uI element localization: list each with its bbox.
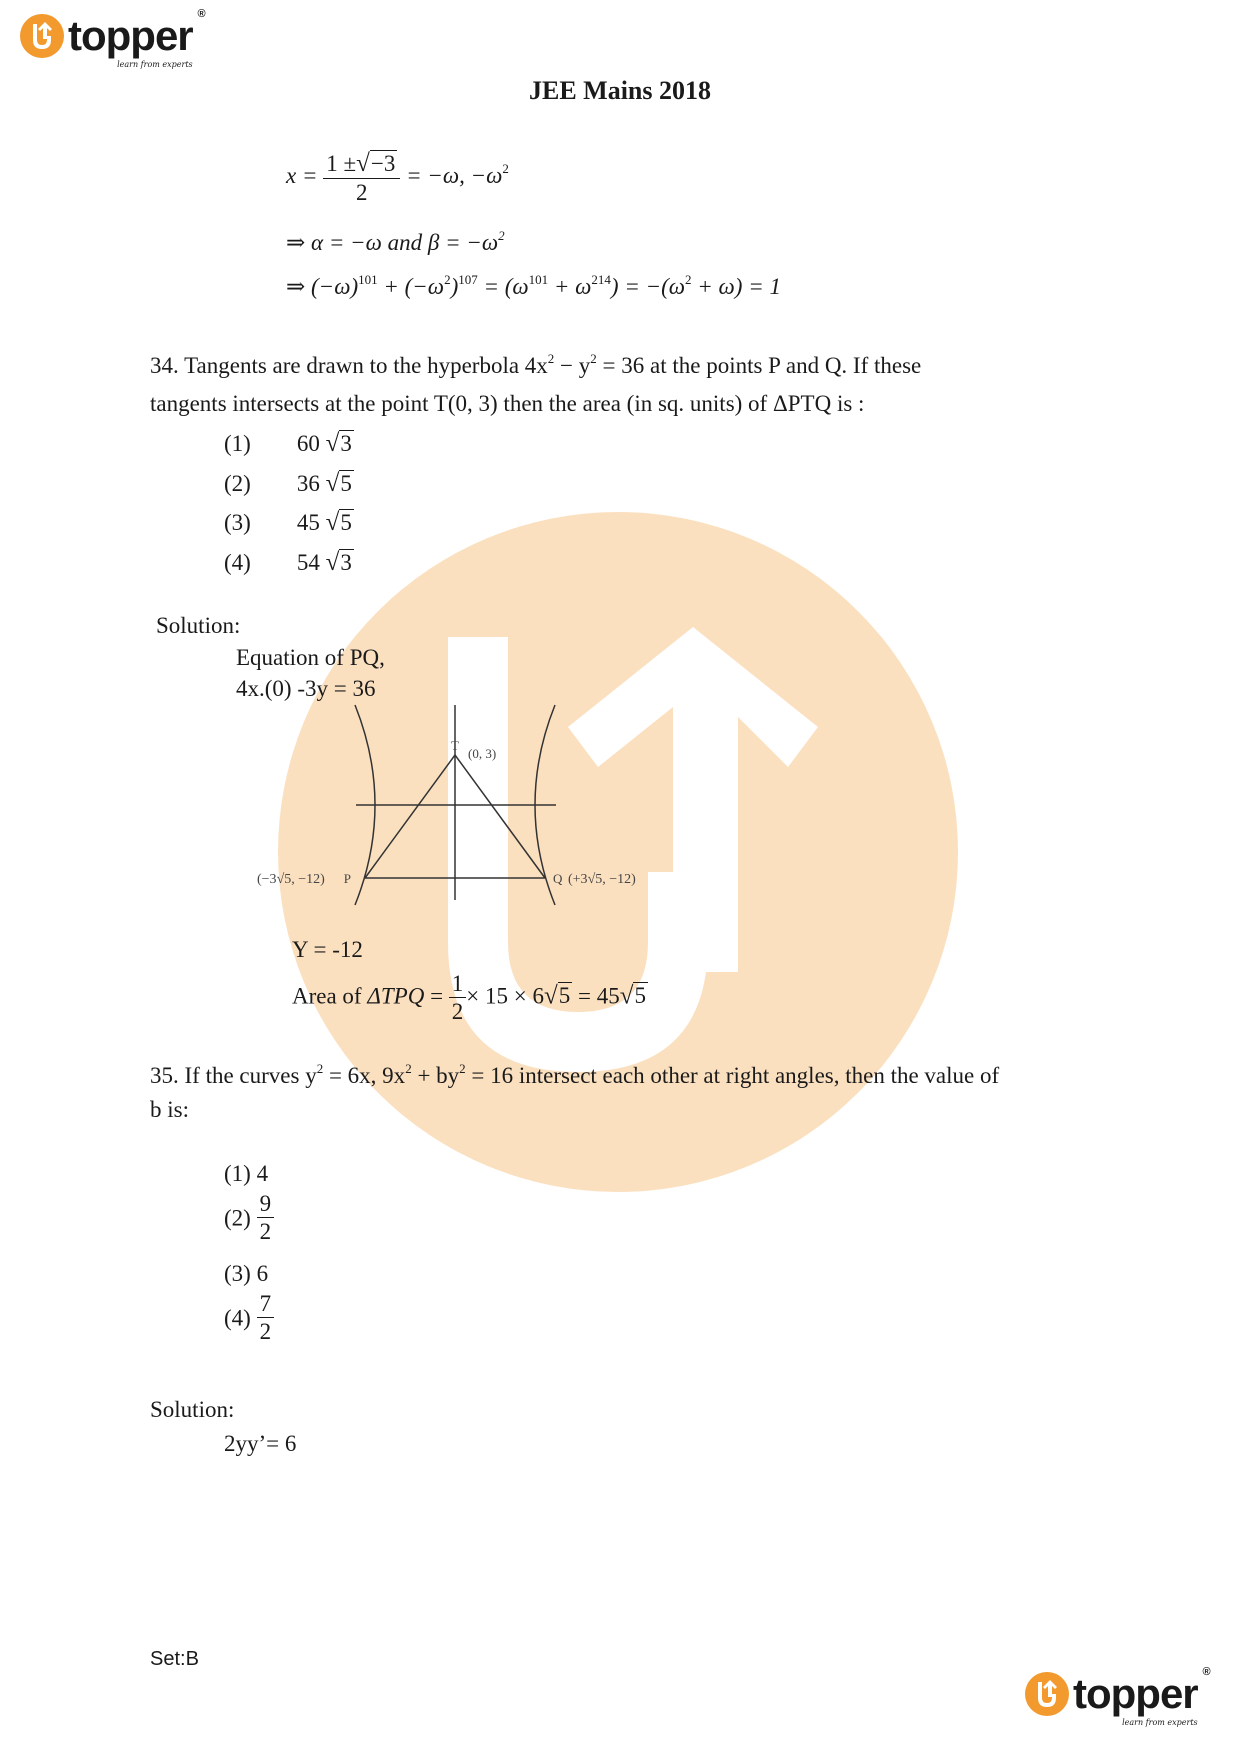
q34-option-1: (1) 60 √3 [224, 430, 352, 457]
label-T-coords: (0, 3) [468, 746, 497, 761]
q35-solution-line1: 2yy’= 6 [224, 1431, 297, 1456]
label-P-coords: (−3√5, −12) [257, 872, 325, 887]
q34-option-3: (3) 45 √5 [224, 509, 352, 536]
q34-question-line2: tangents intersects at the point T(0, 3) then the area (in sq. units) of ΔPTQ is : [150, 391, 865, 416]
q35-option-1: (1) 4 [224, 1161, 269, 1186]
page-title: JEE Mains 2018 [528, 76, 712, 105]
q34-question-line1: 34. Tangents are drawn to the hyperbola $4x^2 - y^2 = 36$ at the points P and Q. If these [150, 351, 922, 378]
q35-option-3: (3) 6 [224, 1261, 269, 1286]
set-label: Set:B [150, 1648, 199, 1670]
q35-option-2: (2) $\frac{9}{2}$ [224, 1192, 274, 1244]
label-Q-coords: (+3√5, −12) [568, 872, 636, 887]
header-logo [20, 8, 205, 69]
logo-u-icon [20, 14, 64, 58]
q34-option-4: (4) 54 √3 [224, 549, 352, 576]
q34-solution-label: Solution: [156, 613, 241, 638]
hyperbola-figure [250, 700, 670, 910]
tangent-TQ [455, 755, 545, 878]
q34-area-line: Area of ΔTPQ = $\frac{1}{2}$ × 15 × 6√5 = 45√5 [292, 971, 646, 1025]
q34-option-2: (2) 36 √5 [224, 470, 352, 497]
q35-solution-label: Solution: [150, 1397, 235, 1422]
logo-wordmark: topper ® learn from experts [1073, 1666, 1210, 1727]
q34-solution-line1: Equation of PQ, [236, 645, 385, 670]
tangent-TP [365, 755, 455, 878]
q35-option-4: (4) $\frac{7}{2}$ [224, 1292, 274, 1344]
q35-question-line1: 35. If the curves $y^2 = 6x$, $9x^2 + by^2 = 16$ intersect each other at right angles, then the value of [150, 1061, 1000, 1088]
q34-solution-line2: 4x.(0) -3y = 36 [236, 676, 376, 701]
label-T: T [451, 738, 459, 753]
q34-solution-line3: Y = -12 [292, 937, 363, 962]
footer-logo [1025, 1666, 1210, 1727]
q33-line3: ⇒ $(-\omega)^{101} + (-\omega^2)^{107} = (\omega^{101} + \omega^{214}) = -(\omega^2 + \omega) = 1$ [286, 272, 781, 299]
q33-line2: ⇒ α = −ω and $\beta = -\omega^2$ [286, 228, 505, 255]
label-P: P [343, 871, 351, 886]
logo-wordmark: topper ® learn from experts [68, 8, 205, 69]
q33-line1: x = $\frac{1 \pm√-3}{2}$ = −ω, $-\omega^2$ [286, 150, 509, 206]
q35-question-line2: b is: [150, 1097, 189, 1122]
label-Q: Q [553, 871, 563, 886]
logo-u-icon [1025, 1672, 1069, 1716]
